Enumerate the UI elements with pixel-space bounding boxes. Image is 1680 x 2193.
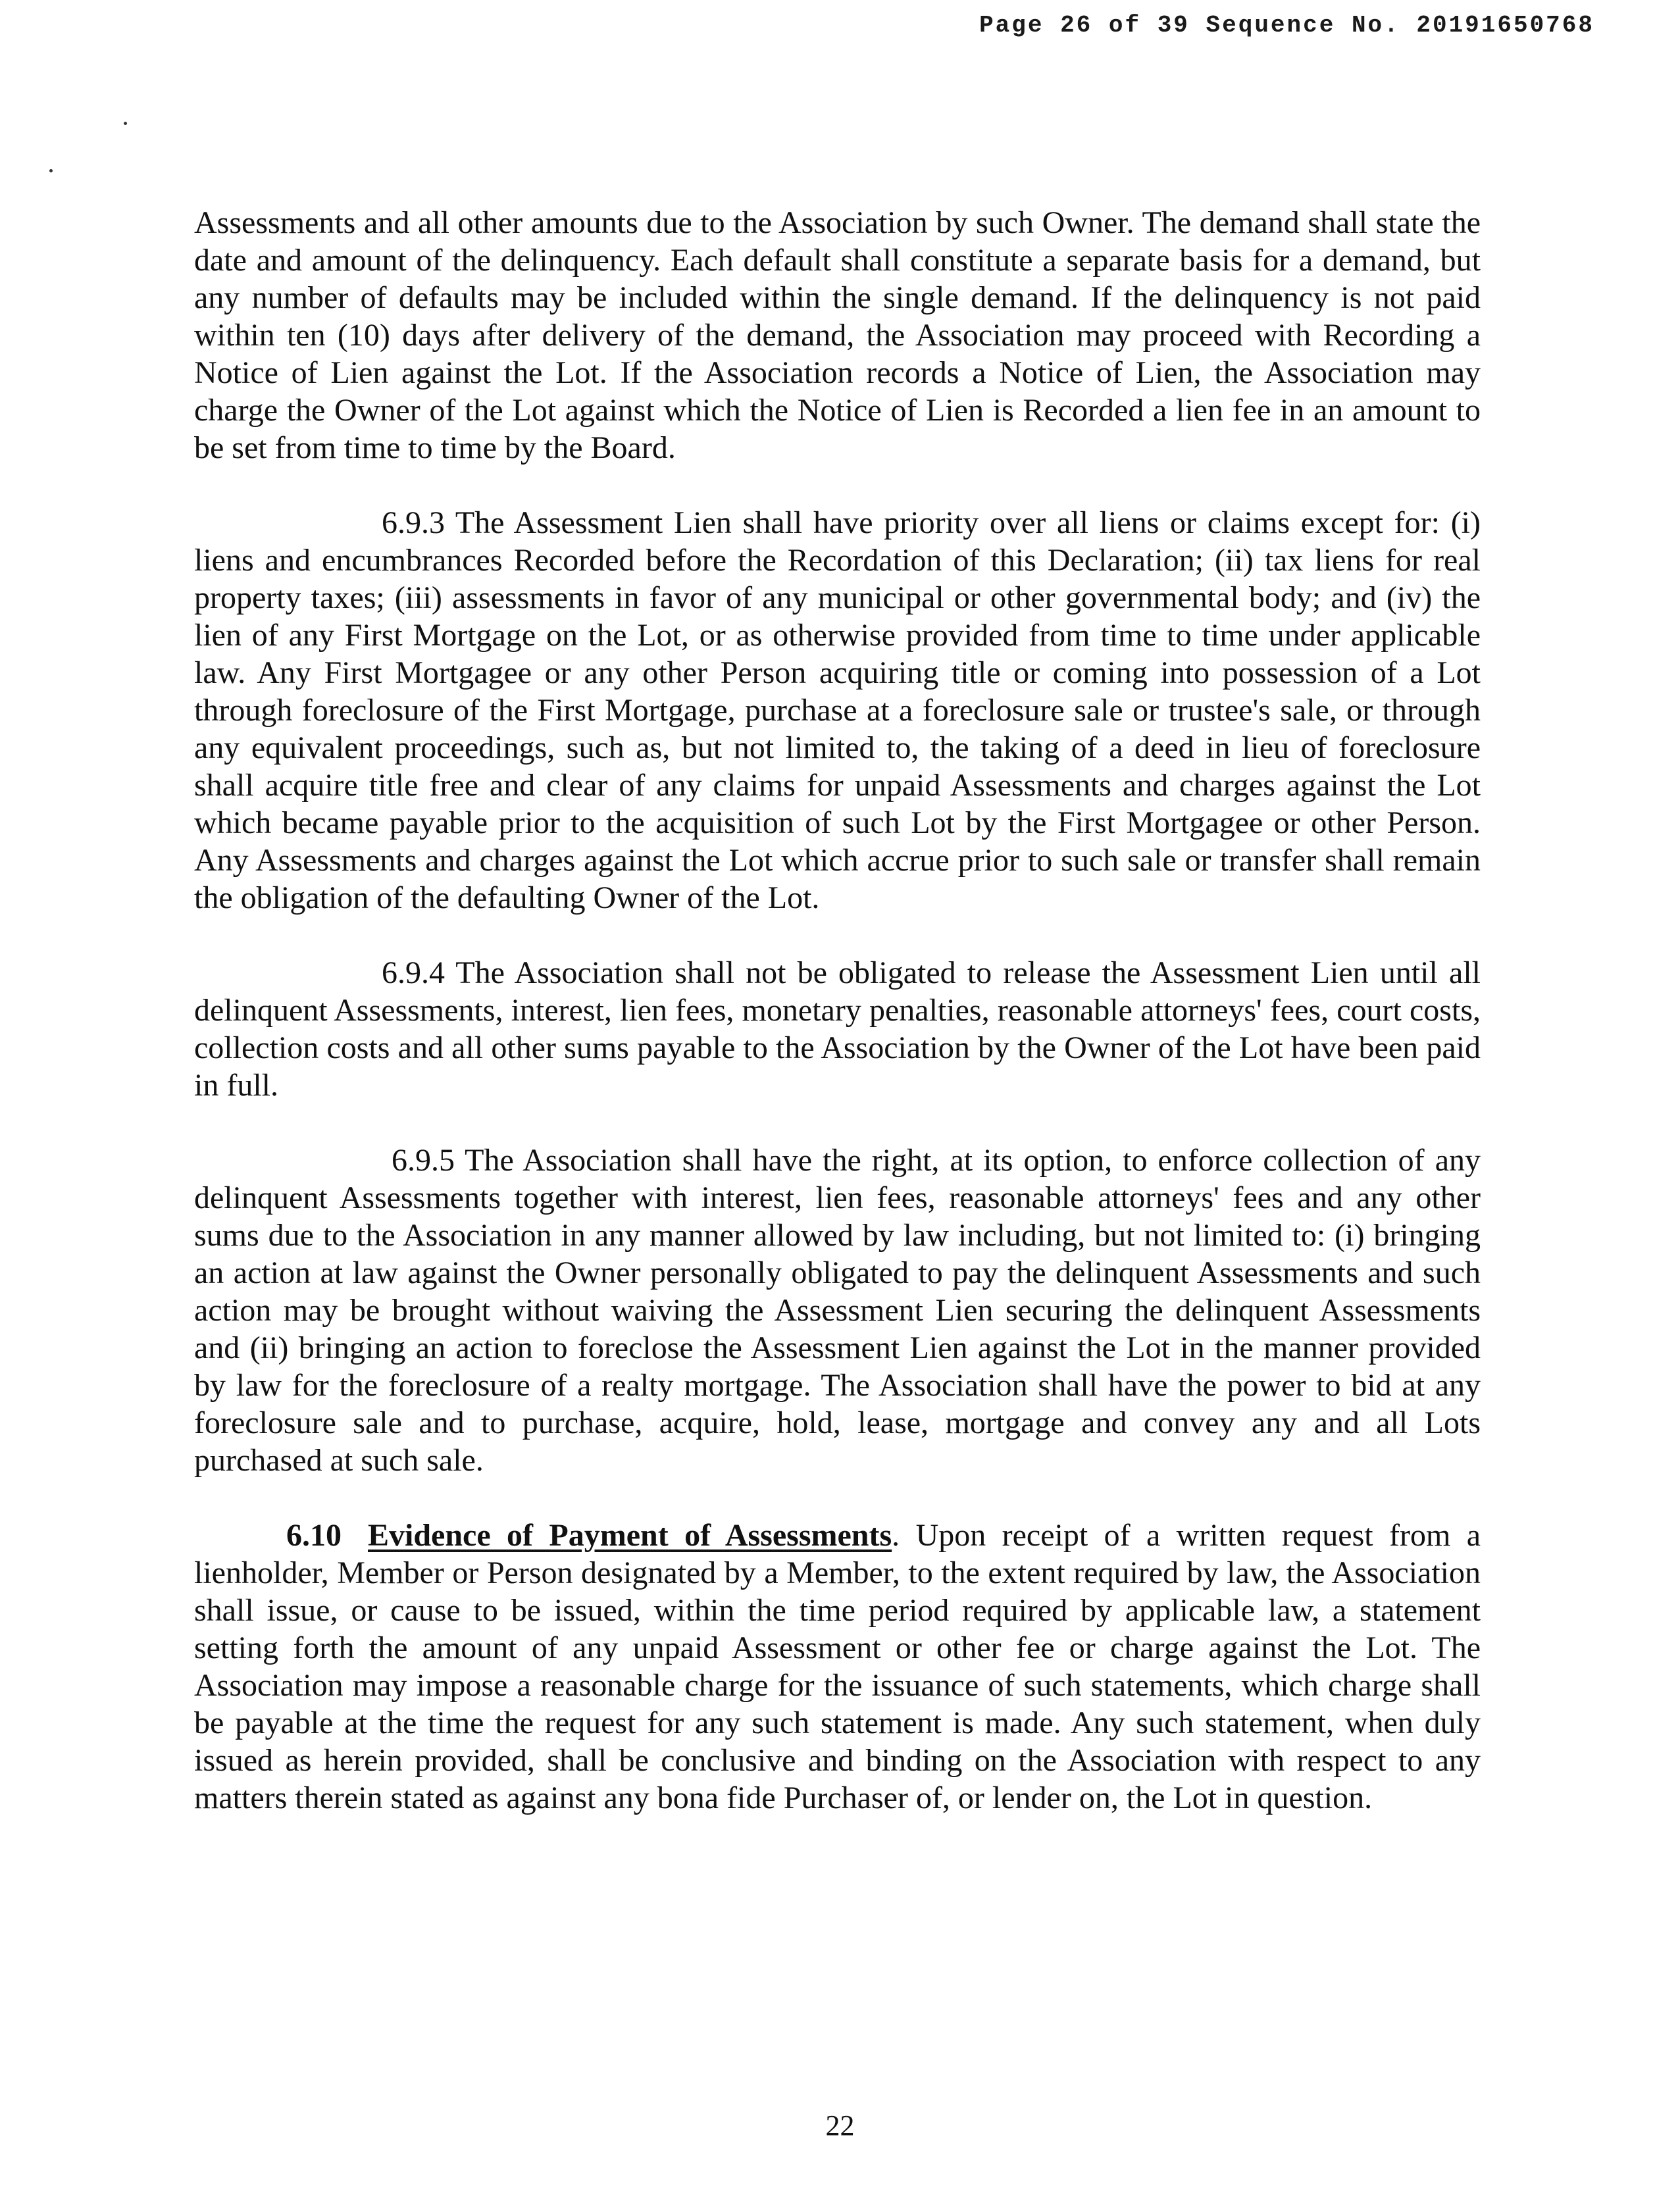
scan-speck <box>124 122 127 125</box>
section-body: Upon receipt of a written request from a lienholder, Member or Person designated by a Member, to the extent required by law, the Association shall issue, or cause to be issued, within the time period required by applicable law, a statement setting forth the amount of any unpaid Assessment or other fee or charge against the Lot. The Association may impose a reasonable charge for the issuance of such statements, which charge shall be payable at the time the request for any such statement is made. Any such statement, when duly issued as herein provided, shall be conclusive and binding on the Association with respect to any matters therein stated as against any bona fide Purchaser of, or lender on, the Lot in question. <box>194 1518 1481 1815</box>
paragraph-lien-demand: Assessments and all other amounts due to the Association by such Owner. The demand shall state the date and amount of the delinquency. Each default shall constitute a separate basis for a demand, but any number of defaults may be included within the single demand. If the delinquency is not paid within ten (10) days after delivery of the demand, the Association may proceed with Recording a Notice of Lien against the Lot. If the Association records a Notice of Lien, the Association may charge the Owner of the Lot against which the Notice of Lien is Recorded a lien fee in an amount to be set from time to time by the Board. <box>194 205 1481 465</box>
section-number: 6.10 <box>286 1518 342 1553</box>
paragraph-6-9-3: 6.9.3 The Assessment Lien shall have priority over all liens or claims except for: (i) liens and encumbrances Recorded before the Recordation of this Declaration; (ii) tax liens for real property taxes; (iii) assessments in favor of any municipal or other governmental body; and (iv) the lien of any First Mortgage on the Lot, or as otherwise provided from time to time under applicable law. Any First Mortgagee or any other Person acquiring title or coming into possession of a Lot through foreclosure of the First Mortgage, purchase at a foreclosure sale or trustee's sale, or through any equivalent proceedings, such as, but not limited to, the taking of a deed in lieu of foreclosure shall acquire title free and clear of any claims for unpaid Assessments and charges against the Lot which became payable prior to the acquisition of such Lot by the First Mortgagee or other Person. Any Assessments and charges against the Lot which accrue prior to such sale or transfer shall remain the obligation of the defaulting Owner of the Lot. <box>194 505 1481 915</box>
page-sequence-header: Page 26 of 39 Sequence No. 20191650768 <box>979 12 1594 39</box>
scan-speck <box>49 169 53 172</box>
section-title-punct: . <box>892 1518 900 1553</box>
section-6-10 <box>194 1517 1481 1817</box>
paragraph-6-9-5: 6.9.5 The Association shall have the right, at its option, to enforce collection of any delinquent Assessments together with interest, lien fees, reasonable attorneys' fees and any other sums due to the Association in any manner allowed by law including, but not limited to: (i) bringing an action at law against the Owner personally obligated to pay the delinquent Assessments and such action may be brought without waiving the Assessment Lien securing the delinquent Assessments and (ii) bringing an action to foreclose the Assessment Lien against the Lot in the manner provided by law for the foreclosure of a realty mortgage. The Association shall have the power to bid at any foreclosure sale and to purchase, acquire, hold, lease, mortgage and convey any and all Lots purchased at such sale. <box>194 1143 1481 1478</box>
page-number: 22 <box>825 2109 855 2142</box>
paragraph-6-9-4: 6.9.4 The Association shall not be obligated to release the Assessment Lien until all delinquent Assessments, interest, lien fees, monetary penalties, reasonable attorneys' fees, court costs, collection costs and all other sums payable to the Association by the Owner of the Lot have been paid in full. <box>194 955 1481 1103</box>
section-title: Evidence of Payment of Assessments <box>368 1518 892 1553</box>
document-body <box>194 204 1481 1817</box>
